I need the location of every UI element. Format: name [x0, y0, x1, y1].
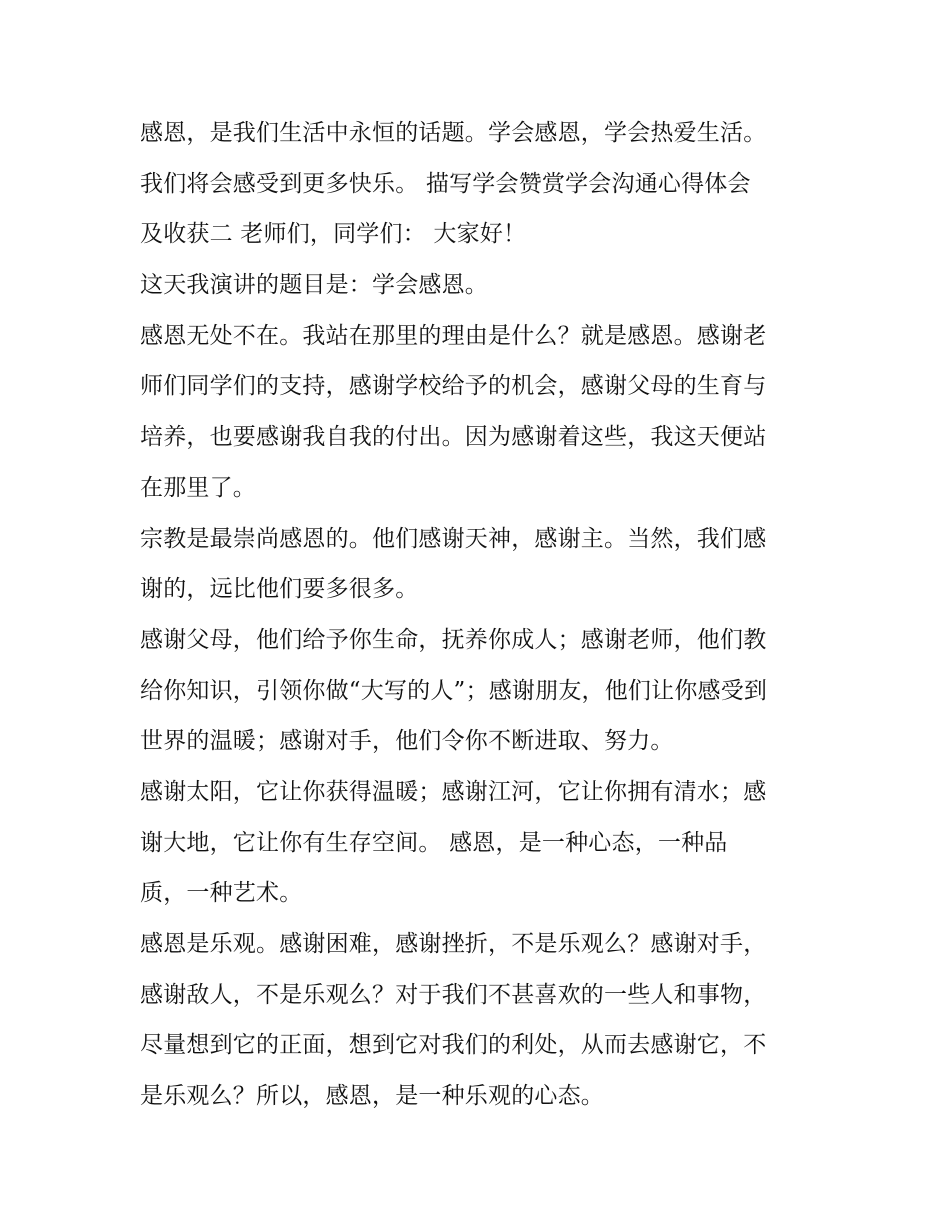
text-line: 在那里了。	[140, 474, 256, 501]
text-line: 谢的，远比他们要多很多。	[140, 576, 419, 603]
text-line: 感恩无处不在。我站在那里的理由是什么？就是感恩。感谢老	[140, 322, 767, 349]
text-line: 世界的温暖；感谢对手，他们令你不断进取、努力。	[140, 728, 674, 755]
text-line: 感谢太阳，它让你获得温暖；感谢江河，它让你拥有清水；感	[140, 778, 767, 805]
text-line: 师们同学们的支持，感谢学校给予的机会，感谢父母的生育与	[140, 373, 767, 400]
text-line: 宗教是最崇尚感恩的。他们感谢天神，感谢主。当然，我们感	[140, 525, 767, 552]
text-line: 这天我演讲的题目是：学会感恩。	[140, 272, 488, 299]
text-line: 谢大地，它让你有生存空间。 感恩，是一种心态，一种品	[140, 829, 728, 856]
text-line: 及收获二 老师们，同学们： 大家好！	[140, 221, 527, 248]
text-line: 感谢敌人，不是乐观么？对于我们不甚喜欢的一些人和事物，	[140, 981, 767, 1008]
text-line: 培养，也要感谢我自我的付出。因为感谢着这些，我这天便站	[140, 424, 767, 451]
text-line: 尽量想到它的正面，想到它对我们的利处，从而去感谢它，不	[140, 1032, 767, 1059]
text-line: 给你知识，引领你做“大写的人”；感谢朋友，他们让你感受到	[140, 677, 768, 704]
text-line: 感谢父母，他们给予你生命，抚养你成人；感谢老师，他们教	[140, 626, 767, 653]
document-body	[140, 108, 820, 1122]
text-line: 感恩，是我们生活中永恒的话题。学会感恩，学会热爱生活。	[140, 120, 767, 146]
text-line: 是乐观么？所以，感恩，是一种乐观的心态。	[140, 1083, 604, 1110]
text-line: 感恩是乐观。感谢困难，感谢挫折，不是乐观么？感谢对手，	[140, 931, 767, 957]
text-line: 质，一种艺术。	[140, 880, 303, 907]
text-line: 我们将会感受到更多快乐。 描写学会赞赏学会沟通心得体会	[140, 170, 751, 197]
